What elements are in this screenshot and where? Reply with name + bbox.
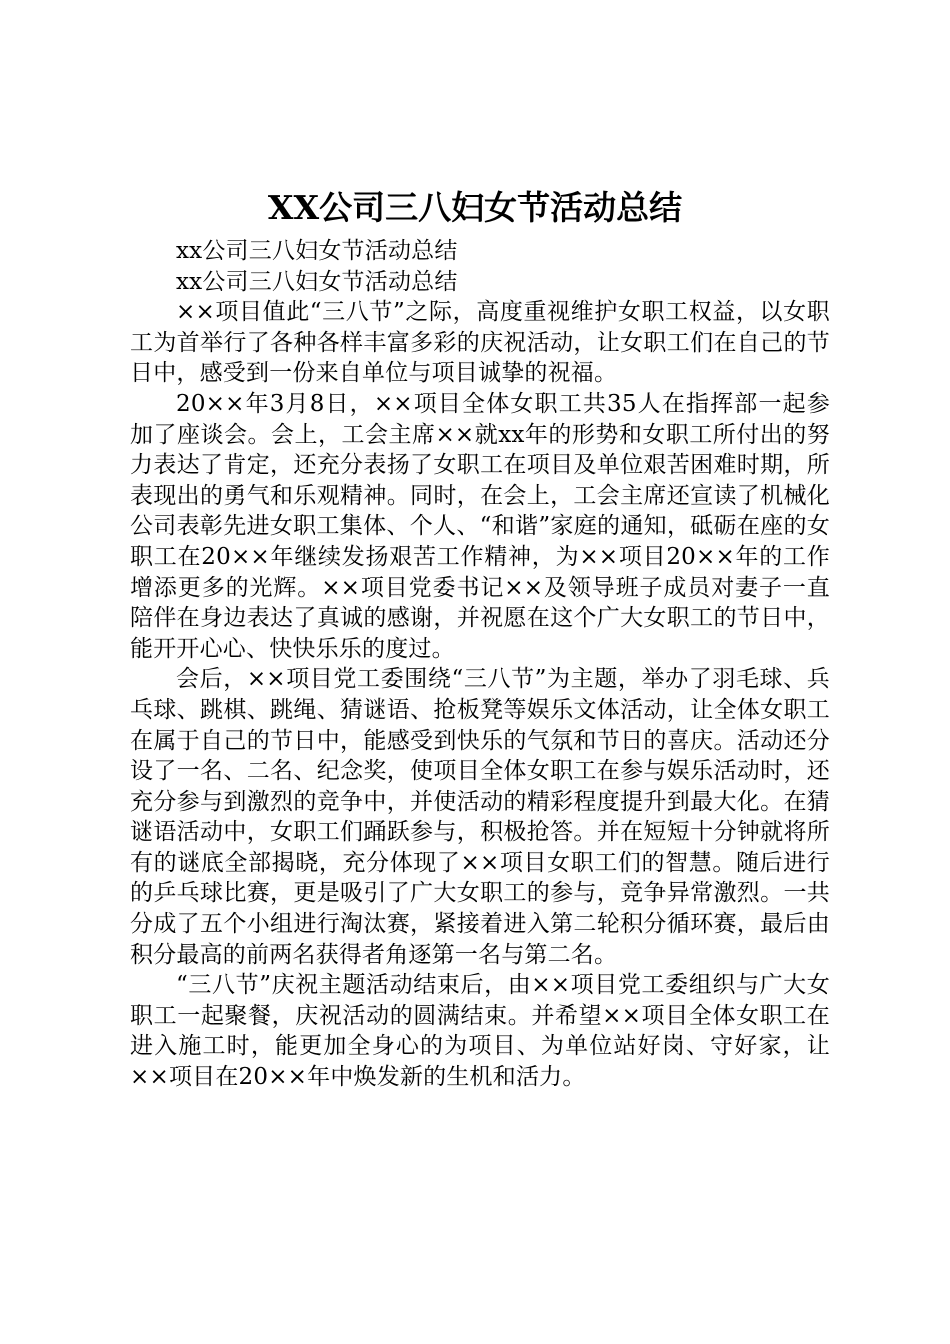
document-title: XX公司三八妇女节活动总结 [267, 188, 683, 227]
body-paragraph: xx公司三八妇女节活动总结 [176, 238, 458, 264]
body-paragraph: ××项目值此“三八节”之际，高度重视维护女职工权益，以女职工为首举行了各种各样丰富多彩的庆祝活动，让女职工们在自己的节日中，感受到一份来自单位与项目诚挚的祝福。 [130, 299, 830, 387]
document-body [130, 236, 830, 1093]
body-paragraph: 20××年3月8日，××项目全体女职工共35人在指挥部一起参加了座谈会。会上，工会主席××就xx年的形势和女职工所付出的努力表达了肯定，还充分表扬了女职工在项目及单位艰苦困难时期，所表现出的勇气和乐观精神。同时，在会上，工会主席还宣读了机械化公司表彰先进女职工集体、个人、“和谐”家庭的通知，砥砺在座的女职工在20××年继续发扬艰苦工作精神，为××项目20××年的工作增添更多的光辉。××项目党委书记××及领导班子成员对妻子一直陪伴在身边表达了真诚的感谢，并祝愿在这个广大女职工的节日中，能开开心心、快快乐乐的度过。 [130, 390, 830, 662]
body-paragraph: “三八节”庆祝主题活动结束后，由××项目党工委组织与广大女职工一起聚餐，庆祝活动的圆满结束。并希望××项目全体女职工在进入施工时，能更加全身心的为项目、为单位站好岗、守好家，让××项目在20××年中焕发新的生机和活力。 [130, 972, 830, 1091]
body-paragraph: xx公司三八妇女节活动总结 [176, 268, 458, 295]
body-paragraph: 会后，××项目党工委围绕“三八节”为主题，举办了羽毛球、兵乓球、跳棋、跳绳、猜谜语、抢板凳等娱乐文体活动，让全体女职工在属于自己的节日中，能感受到快乐的气氛和节日的喜庆。活动还分设了一名、二名、纪念奖，使项目全体女职工在参与娱乐活动时，还充分参与到激烈的竞争中，并使活动的精彩程度提升到最大化。在猜谜语活动中，女职工们踊跃参与，积极抢答。并在短短十分钟就将所有的谜底全部揭晓，充分体现了××项目女职工们的智慧。随后进行的乒乓球比赛，更是吸引了广大女职工的参与，竞争异常激烈。一共分成了五个小组进行淘汰赛，紧接着进入第二轮积分循环赛，最后由积分最高的前两名获得者角逐第一名与第二名。 [130, 666, 830, 968]
